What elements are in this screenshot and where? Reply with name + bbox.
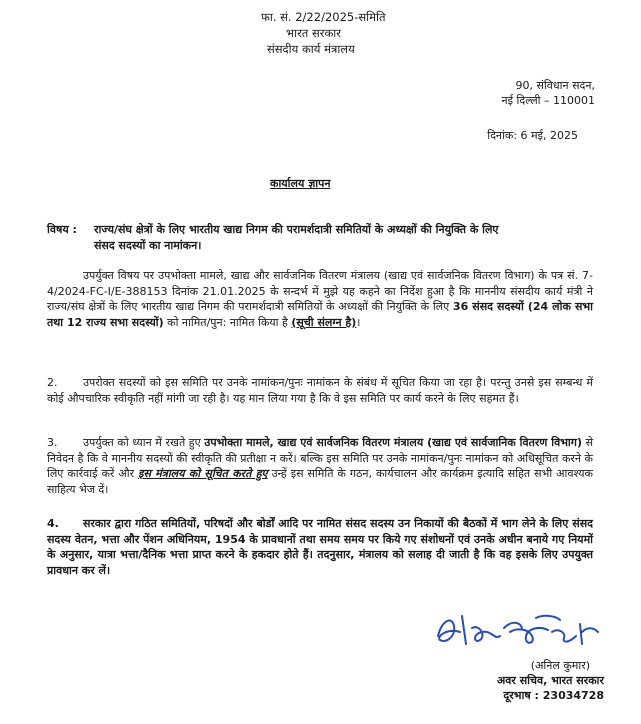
paragraph-1-members: 36 संसद सदस्यों (24 लोक सभा तथा 12 राज्य सभा सदस्यों) [47,300,593,329]
paragraph-3-text-2: से निवेदन है कि वे माननीय सदस्यों की स्वीकृति की प्रतीक्षा न करें। बल्कि इस समिति पर उनके नामांकन/पुनः नामांकन को अधिसूचित करने के लिए कार्रवाई करें और [47,436,594,480]
signatory-phone: दूरभाष : 23034728 [503,689,604,702]
paragraph-1-end: । [356,315,361,329]
annexure-note: (सूची संलग्न है) [291,315,357,329]
signature-image [432,606,602,656]
signatory-block [497,658,604,703]
address-line-1: 90, संविधान सदन, [515,79,595,92]
paragraph-3-number: 3. [47,436,58,449]
paragraph-1-text-2: को नामित/पुन: नामित किया है [163,315,292,329]
paragraph-1 [47,268,593,330]
paragraph-3-text: उपर्युक्त को ध्यान में रखते हुए [83,436,205,449]
paragraph-4 [47,516,593,578]
subject-line-1: राज्य/संघ क्षेत्रों के लिए भारतीय खाद्य निगम की परामर्शदात्री समितियों के अध्यक्षों की नियुक्ति के लिए [94,223,499,236]
address-line-2: नई दिल्ली – 110001 [501,94,595,107]
subject-label: विषय : [47,223,77,236]
govt-name: भारत सरकार [286,26,341,40]
paragraph-2-text: उपरोक्त सदस्यों को इस समिति पर उनके नामांकन/पुनः नामांकन के संबंध में सूचित किया जा रहा है। परन्तु उनसे इस सम्बन्ध में कोई औपचारिक स्वीकृति नहीं मांगी जा रही है। यह मान लिया गया है कि वे इस समिति पर कार्य करने के लिए सहमत हैं। [47,376,593,405]
paragraph-2-number: 2. [47,376,58,389]
paragraph-1-text: उपर्युक्त विषय पर उपभोक्ता मामले, खाद्य और सार्वजनिक वितरण मंत्रालय (खाद्य एवं सार्वजनिक वितरण विभाग) के पत्र सं. 7-4/2024-FC-I/E-388153 दिनांक 21.01.2025 के सन्दर्भ में मुझे यह कहने का निर्देश हुआ है कि माननीय संसदीय कार्य मंत्री ने राज्य/संघ क्षेत्रों के लिए भारतीय खाद्य निगम की परामर्शदात्री समितियों के अध्यक्षों की नियुक्ति के लिए [47,269,593,313]
page-title: कार्यालय ज्ञापन [270,177,331,190]
address-block [502,78,595,108]
date: दिनांक: 6 मई, 2025 [487,129,578,142]
paragraph-4-text: सरकार द्वारा गठित समितियों, परिषदों और बोर्डों आदि पर नामित संसद सदस्य उन निकायों की बैठकों में भाग लेने के लिए संसद सदस्य वेतन, भत्ता और पेंशन अधिनियम, 1954 के प्रावधानों तथा समय समय पर किये गए संशोधनों एवं उनके अधीन बनाये गए नियमों के अनुसार, यात्रा भत्ता/दैनिक भत्ता प्राप्त करने के हकदार होते हैं। तदनुसार, मंत्रालय को सलाह दी जाती है कि वह इसके लिए उपयुक्त प्रावधान कर लें। [47,517,593,577]
subject-line-2: संसद सदस्यों का नामांकन। [94,238,202,252]
ministry-name: संसदीय कार्य मंत्रालय [267,42,355,56]
paragraph-3-ministry: उपभोक्ता मामले, खाद्य एवं सार्वजनिक वितरण मंत्रालय (खाद्य एवं सार्वजानिक वितरण विभाग) [204,436,582,449]
signatory-name: (अनिल कुमार) [530,659,590,672]
file-number: फा. सं. 2/22/2025-समिति [261,10,386,24]
paragraph-3-text-3: उन्हें इस समिति के गठन, कार्यचालन और कार्यक्रम इत्यादि सहित सभी आवश्यक साहित्य भेज दें। [47,467,593,496]
subject-text [94,222,594,253]
paragraph-4-number: 4. [47,517,59,530]
paragraph-2 [47,375,593,406]
paragraph-3-emphasis: इस मंत्रालय को सूचित करते हुए [138,467,268,480]
signatory-designation: अवर सचिव, भारत सरकार [496,674,604,687]
paragraph-3 [47,435,593,497]
